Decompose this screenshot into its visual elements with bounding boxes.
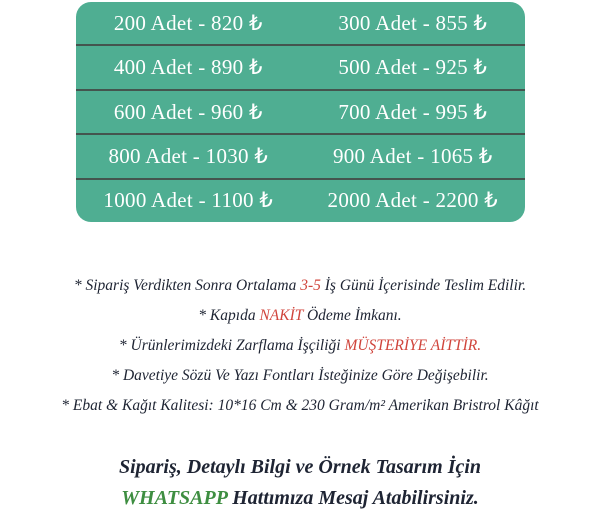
price-cell: 400 Adet - 890 ₺ (113, 55, 263, 80)
price-table-row (76, 133, 525, 177)
note-text: Ödeme İmkanı. (303, 307, 402, 324)
price-cell: 800 Adet - 1030 ₺ (108, 143, 269, 168)
note-text: * Ebat & Kağıt Kalitesi: 10*16 Cm & 230 Gram/m² Amerikan Bristrol Kâğıt (61, 397, 539, 414)
note-highlight: 3-5 (300, 277, 321, 294)
note-delivery-time (0, 271, 600, 301)
price-cell: 300 Adet - 855 ₺ (338, 10, 488, 35)
price-table-row (76, 89, 525, 133)
note-cash-payment (0, 301, 600, 331)
notes-section (0, 271, 600, 421)
price-table-row (76, 178, 525, 222)
note-text: * Kapıda (198, 307, 260, 324)
price-table-row (76, 2, 525, 44)
price-cell: 600 Adet - 960 ₺ (113, 99, 263, 124)
price-table-row (76, 44, 525, 88)
price-cell: 2000 Adet - 2200 ₺ (327, 188, 498, 213)
note-text: * Davetiye Sözü Ve Yazı Fontları İsteğinize Göre Değişebilir. (111, 367, 489, 384)
note-envelope-labor (0, 331, 600, 361)
price-table (76, 2, 525, 222)
note-highlight: NAKİT (259, 307, 304, 324)
footer-section (0, 452, 600, 514)
note-text: * Ürünlerimizdeki Zarflama İşçiliği (118, 337, 345, 354)
footer-contact-intro: Sipariş, Detaylı Bilgi ve Örnek Tasarım İçin (118, 456, 482, 478)
price-cell: 200 Adet - 820 ₺ (113, 10, 263, 35)
footer-whatsapp-line (0, 483, 600, 514)
note-highlight: MÜŞTERİYE AİTTİR. (344, 337, 482, 354)
note-fonts-changeable (0, 361, 600, 391)
note-paper-quality (0, 391, 600, 421)
note-text: İş Günü İçerisinde Teslim Edilir. (320, 277, 527, 294)
price-cell: 1000 Adet - 1100 ₺ (103, 188, 274, 213)
price-cell: 500 Adet - 925 ₺ (338, 55, 488, 80)
note-text: * Sipariş Verdikten Sonra Ortalama (73, 277, 301, 294)
whatsapp-label: WHATSAPP (121, 487, 228, 509)
price-cell: 700 Adet - 995 ₺ (338, 99, 488, 124)
price-cell: 900 Adet - 1065 ₺ (332, 143, 493, 168)
footer-line2-text: Hattımıza Mesaj Atabilirsiniz. (227, 487, 479, 509)
